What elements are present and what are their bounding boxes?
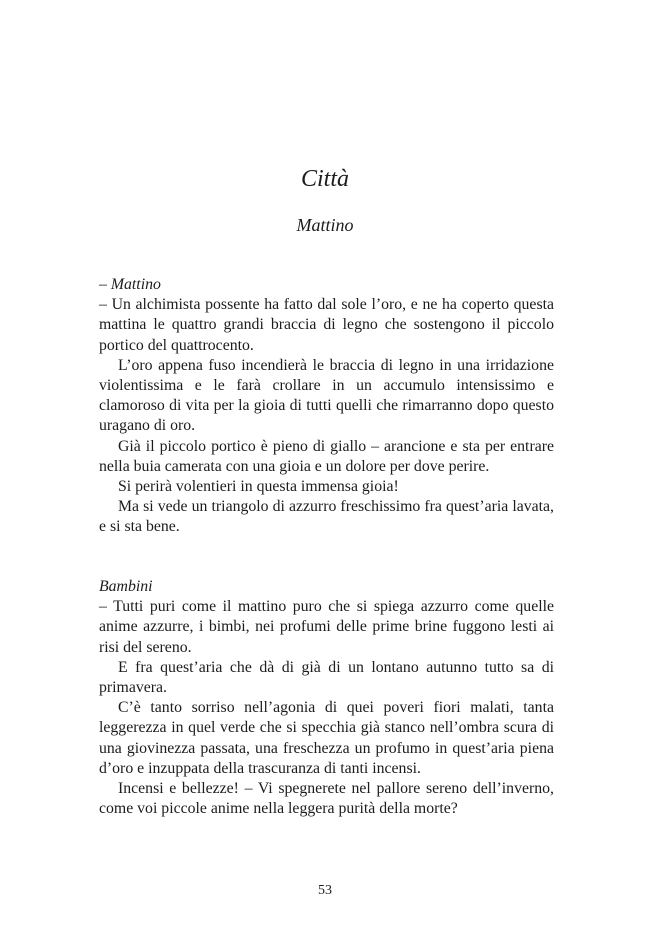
subtitle-text: Mattino <box>110 276 161 293</box>
paragraph: Ma si vede un triangolo di azzurro freschissimo fra quest’aria lavata, e si sta bene. <box>99 498 554 536</box>
page-title: Città <box>300 166 349 192</box>
paragraph: – Un alchimista possente ha fatto dal sole l’oro, e ne ha coperto questa mattina le quattro grandi braccia di legno che sostengono il piccolo portico del quattrocento. <box>99 296 554 354</box>
paragraph: Si perirà volentieri in questa immensa gioia! <box>118 478 399 496</box>
subtitle-dash: – <box>99 276 111 293</box>
page-number: 53 <box>318 883 332 898</box>
paragraph: E fra quest’aria che dà di già di un lontano autunno tutto sa di primavera. <box>99 658 554 697</box>
section-mattino <box>99 275 554 538</box>
paragraph: Incensi e bellezze! – Vi spegnerete nel pallore sereno dell’inverno, come voi piccole anime nella leggera purità della morte? <box>99 780 554 818</box>
section-bambini <box>99 577 554 819</box>
paragraph: – Tutti puri come il mattino puro che si spiega azzurro come quelle anime azzurre, i bimbi, nei profumi delle prime brine fuggono lesti ai risi del sereno. <box>99 598 554 656</box>
subtitle-mattino <box>99 275 554 295</box>
paragraph: Già il piccolo portico è pieno di giallo – arancione e sta per entrare nella buia camerata con una gioia e un dolore per dove perire. <box>99 437 554 475</box>
paragraph: L’oro appena fuso incendierà le braccia di legno in una irridazione violentissima e le farà crollare in un accumulo intensissimo e clamoroso di vita per la gioia di tutti quelli che rimarranno dopo questo uragano di oro. <box>99 356 554 435</box>
paragraph: C’è tanto sorriso nell’agonia di quei poveri fiori malati, tanta leggerezza in quel verde che si specchia già stanco nell’ombra scura di una giovinezza passata, una freschezza un profumo in quest’aria piena d’oro e inzuppata della trascuranza di tanti incensi. <box>99 699 554 777</box>
subtitle-bambini: Bambini <box>99 578 153 595</box>
section-title: Mattino <box>296 215 354 235</box>
